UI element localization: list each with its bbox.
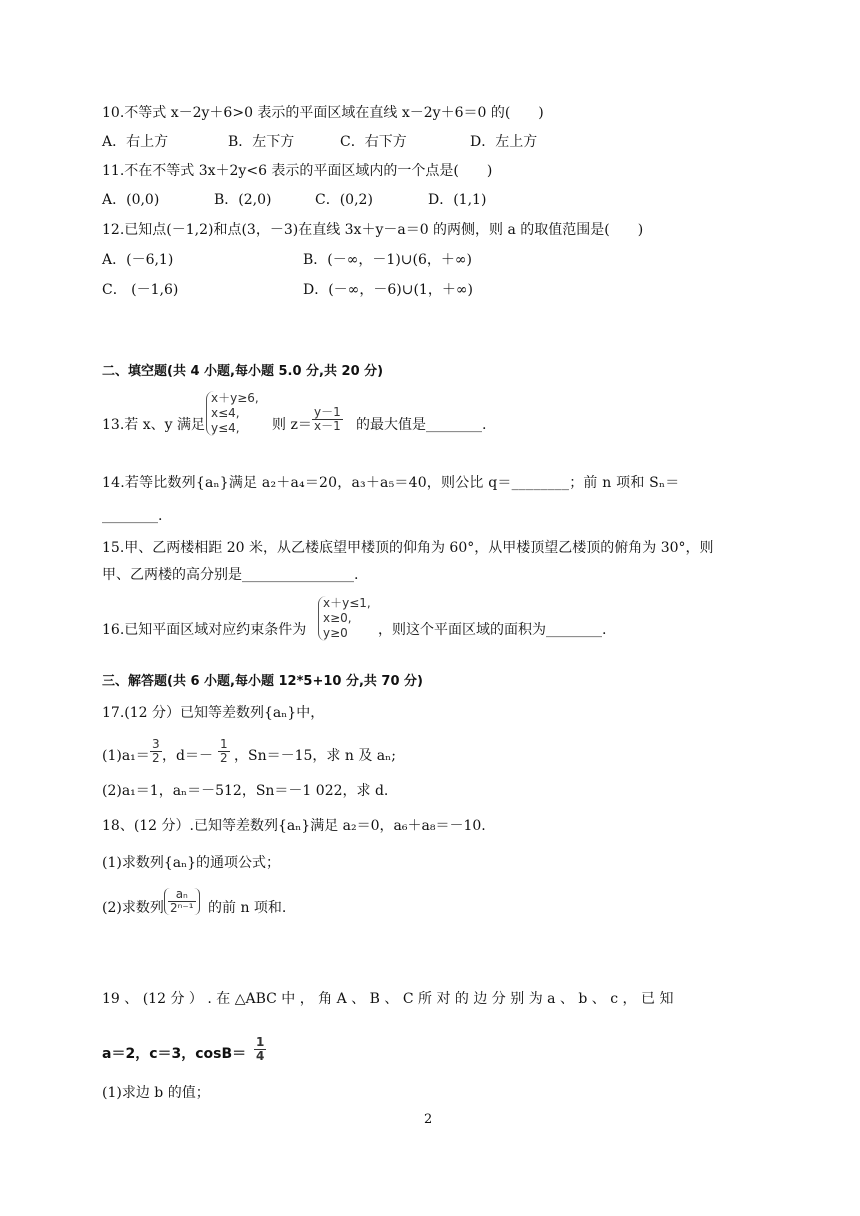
q17-part-1-suffix: ，Sn＝－15，求 n 及 aₙ; [234, 748, 396, 764]
page-number: 2 [424, 1112, 433, 1127]
q17-stem: 17.(12 分）已知等差数列{aₙ}中， [102, 705, 325, 721]
q18-stem: 18、(12 分）.已知等差数列{aₙ}满足 a₂＝0，a₆＋a₈＝－10. [102, 818, 486, 834]
q17-part-2: (2)a₁＝1，aₙ＝－512，Sn＝－1 022，求 d. [102, 783, 389, 799]
q17-part-1-middle: ，d＝－ [162, 748, 213, 764]
q13-frac-denominator: x－1 [314, 419, 341, 433]
q13-suffix: 的最大值是________. [356, 417, 487, 433]
q10-option-d: D．左上方 [470, 134, 538, 150]
q19-conditions: a＝2，c＝3，cosB＝ [102, 1046, 247, 1062]
q16-prefix: 16.已知平面区域对应约束条件为 [102, 622, 307, 638]
q16-constraint-1: x＋y≤1, [323, 596, 371, 610]
q16-constraint-2: x≥0, [323, 611, 352, 625]
q11-option-a: A．(0,0) [102, 192, 160, 208]
q14-line-1: 14.若等比数列{aₙ}满足 a₂＋a₄＝20，a₃＋a₅＝40，则公比 q＝________；前 n 项和 Sₙ＝ [102, 475, 680, 491]
q17-frac-b-denominator: 2 [220, 751, 228, 765]
q13-fraction [312, 406, 343, 433]
section-3-heading: 三、解答题(共 6 小题,每小题 12*5+10 分,共 70 分) [102, 674, 423, 689]
q12-option-c: C． (－1,6) [102, 282, 179, 298]
q13-constraint-1: x＋y≥6, [211, 391, 259, 405]
q15-line-2: 甲、乙两楼的高分别是________________. [102, 567, 359, 583]
q11-option-c: C．(0,2) [315, 192, 373, 208]
q19-frac-denominator: 4 [256, 1049, 265, 1063]
q13-middle: 则 z＝ [272, 417, 312, 433]
q17-part-1-fraction-b [218, 738, 230, 765]
q17-part-1-prefix: (1)a₁＝ [102, 748, 150, 764]
question-10-stem: 10.不等式 x－2y＋6>0 表示的平面区域在直线 x－2y＋6＝0 的( ) [102, 105, 544, 121]
q19-frac-numerator: 1 [256, 1035, 265, 1049]
q16-constraint-3: y≥0 [323, 626, 348, 640]
q18-part-1: (1)求数列{aₙ}的通项公式； [102, 855, 281, 871]
q19-part-1: (1)求边 b 的值； [102, 1085, 210, 1101]
q18-part-2-prefix: (2)求数列 [102, 900, 164, 916]
q17-frac-b-numerator: 1 [220, 737, 228, 751]
q13-prefix: 13.若 x、y 满足 [102, 417, 205, 433]
q18-sequence-fraction [164, 888, 200, 915]
q18-frac-denominator: 2ⁿ⁻¹ [170, 901, 194, 915]
q14-line-2: ________. [102, 508, 163, 524]
q19-cosb-fraction [254, 1036, 266, 1063]
q17-frac-a-denominator: 2 [152, 751, 160, 765]
q13-frac-numerator: y－1 [314, 405, 341, 419]
q13-constraint-system [206, 391, 259, 436]
q18-frac-numerator: aₙ [168, 888, 196, 902]
q17-part-1-fraction-a [150, 738, 162, 765]
question-11-stem: 11.不在不等式 3x＋2y<6 表示的平面区域内的一个点是( ) [102, 163, 493, 179]
q13-constraint-3: y≤4, [211, 421, 240, 435]
q10-option-b: B．左下方 [228, 134, 295, 150]
q13-constraint-2: x≤4, [211, 406, 240, 420]
q11-option-d: D．(1,1) [428, 192, 487, 208]
q12-option-b: B．(－∞，－1)∪(6，＋∞) [303, 252, 473, 268]
q18-part-2-suffix: 的前 n 项和. [208, 900, 287, 916]
q16-constraint-system [318, 596, 371, 641]
q16-suffix: ，则这个平面区域的面积为________. [378, 622, 607, 638]
q10-option-c: C．右下方 [340, 134, 407, 150]
q12-option-d: D．(－∞，－6)∪(1，＋∞) [303, 282, 473, 298]
q11-option-b: B．(2,0) [214, 192, 272, 208]
q12-option-a: A．(－6,1) [102, 252, 174, 268]
question-12-stem: 12.已知点(－1,2)和点(3，－3)在直线 3x＋y－a＝0 的两侧，则 a 的取值范围是( ) [102, 222, 644, 238]
section-2-heading: 二、填空题(共 4 小题,每小题 5.0 分,共 20 分) [102, 364, 384, 379]
q10-option-a: A．右上方 [102, 134, 169, 150]
q15-line-1: 15.甲、乙两楼相距 20 米，从乙楼底望甲楼顶的仰角为 60°，从甲楼顶望乙楼顶的俯角为 30°，则 [102, 540, 714, 556]
q19-stem: 19 、 (12 分 ） . 在 △ABC 中 ， 角 A 、 B 、 C 所 对 的 边 分 别 为 a 、 b 、 c ， 已 知 [102, 991, 674, 1007]
q17-frac-a-numerator: 3 [152, 737, 160, 751]
